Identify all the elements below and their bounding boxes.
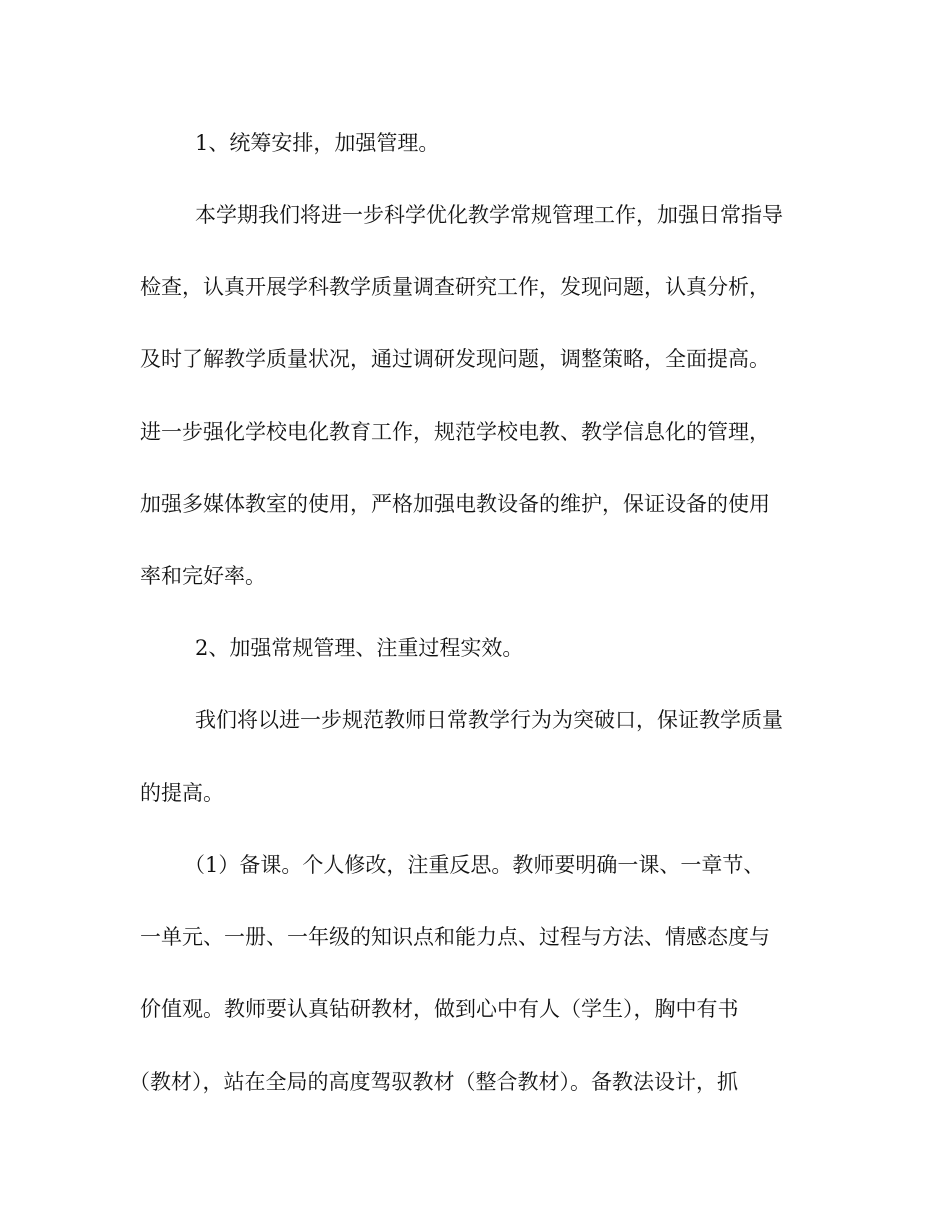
- paragraph-line: （教材），站在全局的高度驾驭教材（整合教材）。备教法设计，抓: [129, 1070, 738, 1094]
- paragraph-line: 本学期我们将进一步科学优化教学常规管理工作，加强日常指导: [195, 203, 783, 227]
- paragraph-line: 检查，认真开展学科教学质量调查研究工作，发现问题，认真分析，: [140, 275, 770, 299]
- paragraph-line: 一单元、一册、一年级的知识点和能力点、过程与方法、情感态度与: [140, 925, 770, 949]
- section-heading-1: 1、统筹安排，加强管理。: [195, 131, 440, 155]
- paragraph-line: （1）备课。个人修改，注重反思。教师要明确一课、一章节、: [184, 853, 765, 877]
- paragraph-line: 率和完好率。: [140, 564, 266, 588]
- section-heading-2: 2、加强常规管理、注重过程实效。: [195, 636, 524, 660]
- paragraph-line: 我们将以进一步规范教师日常教学行为为突破口，保证教学质量: [195, 708, 783, 732]
- paragraph-line: 进一步强化学校电化教育工作，规范学校电教、教学信息化的管理，: [140, 420, 770, 444]
- paragraph-line: 的提高。: [140, 781, 224, 805]
- paragraph-line: 及时了解教学质量状况，通过调研发现问题，调整策略，全面提高。: [140, 347, 770, 371]
- paragraph-line: 加强多媒体教室的使用，严格加强电教设备的维护，保证设备的使用: [140, 492, 770, 516]
- paragraph-line: 价值观。教师要认真钻研教材，做到心中有人（学生），胸中有书: [140, 997, 739, 1021]
